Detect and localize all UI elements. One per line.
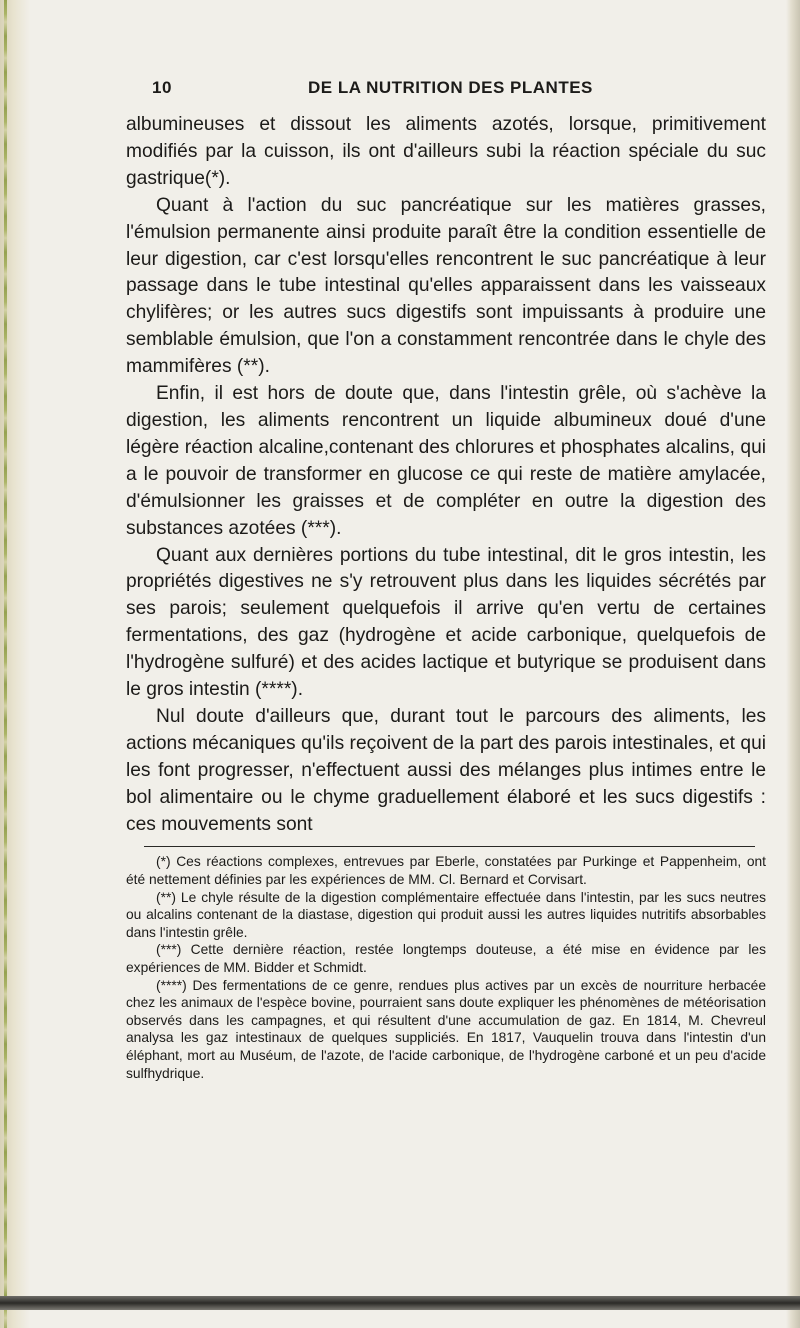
paragraph-pancreatic-juice: Quant à l'action du suc pancréatique sur les matières grasses, l'émulsion permanente ainsi produite paraît être la condition essentielle de leur digestion, car c'est lorsqu'elles rencontrent le suc pancréatique à leur passage dans le tube intestinal qu'elles apparaissent dans les vaisseaux chylifères; or les autres sucs digestifs sont impuissants à produire une semblable émulsion, que l'on a constamment rencontrée dans le chyle des mammifères (**). <box>126 194 766 378</box>
footnote-3: (***) Cette dernière réaction, restée longtemps douteuse, a été mise en évidence par les expériences de MM. Bidder et Schmidt. <box>126 942 766 976</box>
book-page <box>126 78 766 1288</box>
book-spine-edge <box>0 0 30 1328</box>
main-text <box>126 112 766 838</box>
running-title: DE LA NUTRITION DES PLANTES <box>308 78 593 97</box>
paragraph-large-intestine: Quant aux dernières portions du tube intestinal, dit le gros intestin, les propriétés digestives ne s'y retrouvent plus dans les liquides sécrétés par ses parois; seulement quelquefois il arrive qu'en vertu de certaines fermentations, des gaz (hydrogène et acide carbonique, quelquefois de l'hydrogène sulfuré) et des acides lactique et butyrique se produisent dans le gros intestin (****). <box>126 544 766 701</box>
footnote-4: (****) Des fermentations de ce genre, rendues plus actives par un excès de nourriture herbacée chez les animaux de l'espèce bovine, pourraient sans doute expliquer les phénomènes de météorisation observés dans les campagnes, et qui résultent d'une accumulation de gaz. En 1814, M. Chevreul analysa les gaz intestinaux de quelques suppliciés. En 1817, Vauquelin trouva dans l'intestin d'un éléphant, mort au Muséum, de l'azote, de l'acide carbonique, de l'hydrogène carboné et un peu d'acide sulfhydrique. <box>126 977 766 1081</box>
footnote-2: (**) Le chyle résulte de la digestion complémentaire effectuée dans l'intestin, par les sucs neutres ou alcalins contenant de la diastase, digestion qui produit aussi les autres liquides nutritifs absorbables dans l'intestin grêle. <box>126 889 766 940</box>
page-number: 10 <box>152 78 172 97</box>
page-header <box>126 78 766 106</box>
paragraph-continuation: albumineuses et dissout les aliments azotés, lorsque, primitivement modifiés par la cuisson, ils ont d'ailleurs subi la réaction spéciale du suc gastrique(*). <box>126 114 766 189</box>
footnote-1: (*) Ces réactions complexes, entrevues par Eberle, constatées par Purkinge et Pappenheim, ont été nettement définies par les expériences de MM. Cl. Bernard et Corvisart. <box>126 854 766 888</box>
footnote-separator <box>144 846 755 847</box>
paragraph-mechanical-actions: Nul doute d'ailleurs que, durant tout le parcours des aliments, les actions mécaniques qu'ils reçoivent de la part des parois intestinales, et qui les font progresser, n'effectuent aussi des mélanges plus intimes entre le bol alimentaire ou le chyme graduellement élaboré et les sucs digestifs : ces mouvements sont <box>126 705 766 835</box>
scan-bottom-edge <box>0 1296 800 1310</box>
footnotes <box>126 853 766 1082</box>
page-right-edge <box>786 0 800 1328</box>
paragraph-small-intestine: Enfin, il est hors de doute que, dans l'intestin grêle, où s'achève la digestion, les aliments rencontrent un liquide albumineux doué d'une légère réaction alcaline,contenant des chlorures et phosphates alcalins, qui a le pouvoir de transformer en glucose ce qui reste de matière amylacée, d'émulsionner les graisses et de compléter en outre la digestion des substances azotées (***). <box>126 383 766 539</box>
